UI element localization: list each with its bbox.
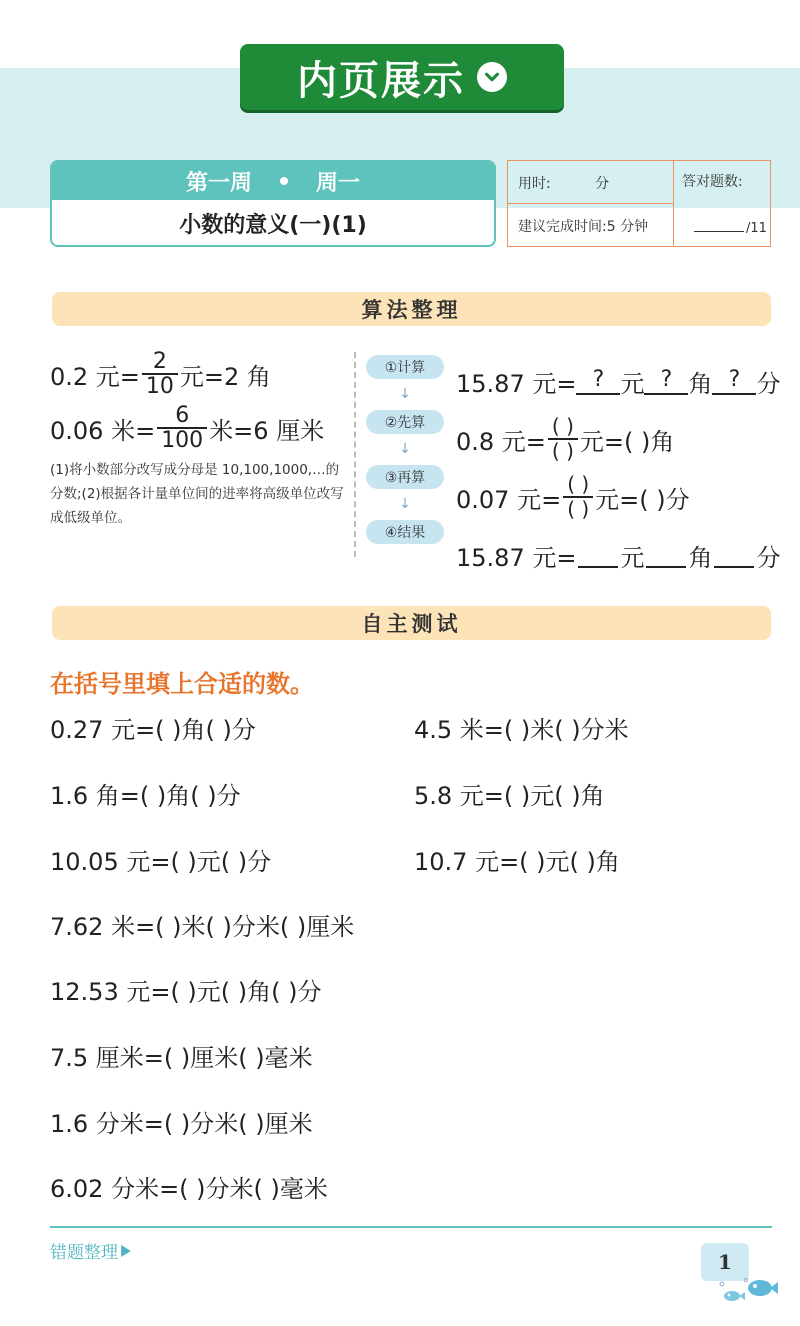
error-review-link[interactable]	[50, 1238, 132, 1263]
unit-yuan: 元	[620, 369, 645, 398]
chevron-down-icon[interactable]	[477, 62, 507, 92]
exercise-item[interactable]: 5.8 元=( )元( )角	[414, 782, 605, 810]
time-label: 用时:	[518, 176, 551, 192]
triangle-right-icon	[120, 1245, 132, 1257]
step-result: ④结果	[366, 520, 444, 544]
first-lhs: 0.8 元=	[456, 427, 546, 456]
exercise-item[interactable]: 6.02 分米=( )分米( )毫米	[50, 1175, 328, 1203]
fraction-2-10	[142, 350, 178, 398]
answer-blank[interactable]	[646, 542, 686, 568]
then-lhs: 0.07 元=	[456, 485, 562, 514]
ex2-left: 0.06 米=	[50, 416, 156, 445]
then-row	[456, 468, 786, 526]
ex1-denominator: 10	[142, 373, 178, 398]
separator-dot	[280, 177, 288, 185]
error-review-label: 错题整理	[50, 1243, 118, 1263]
algorithm-steps-content	[456, 352, 786, 584]
question-blank[interactable]: ?	[576, 367, 620, 395]
exercise-item[interactable]: 10.7 元=( )元( )角	[414, 848, 620, 876]
step-list	[366, 355, 446, 544]
ex1-left: 0.2 元=	[50, 362, 140, 391]
page-banner	[240, 44, 564, 110]
exercise-item[interactable]: 10.05 元=( )元( )分	[50, 848, 272, 876]
lesson-topic: 小数的意义(一)(1)	[179, 213, 367, 238]
score-total: /11	[746, 221, 767, 236]
ex1-right: 元=2 角	[179, 362, 271, 391]
answer-blank[interactable]	[714, 542, 754, 568]
exercise-item[interactable]: 0.27 元=( )角( )分	[50, 716, 256, 744]
fraction-blank[interactable]	[548, 415, 578, 463]
step-calculate: ①计算	[366, 355, 444, 379]
section-self-test: 自主测试	[52, 606, 771, 640]
first-rhs: 元=( )角	[579, 427, 675, 456]
unit-fen: 分	[756, 543, 781, 572]
section-algorithm: 算法整理	[52, 292, 771, 326]
suggested-time: 建议完成时间:5 分钟	[508, 204, 674, 246]
fish-decoration-icon	[712, 1274, 778, 1306]
unit-fen: 分	[756, 369, 781, 398]
fraction-numerator-blank[interactable]: ( )	[567, 472, 590, 496]
fraction-6-100	[157, 404, 207, 452]
unit-yuan: 元	[620, 543, 645, 572]
fraction-denominator-blank[interactable]: ( )	[548, 438, 578, 463]
score-field[interactable]	[694, 221, 767, 236]
instruction-text: 在括号里填上合适的数。	[50, 670, 314, 698]
exercise-item[interactable]: 4.5 米=( )米( )分米	[414, 716, 629, 744]
answer-blank[interactable]	[578, 542, 618, 568]
unit-jiao: 角	[688, 543, 713, 572]
step-first: ②先算	[366, 410, 444, 434]
example-line-1	[50, 350, 350, 398]
exercise-item[interactable]: 12.53 元=( )元( )角( )分	[50, 978, 322, 1006]
question-blank[interactable]: ?	[644, 367, 688, 395]
lesson-header	[50, 160, 496, 247]
exercise-item[interactable]: 1.6 分米=( )分米( )厘米	[50, 1110, 313, 1138]
result-row	[456, 526, 786, 584]
footer-divider	[50, 1226, 772, 1228]
algorithm-examples	[50, 350, 350, 530]
time-score-box	[507, 160, 771, 247]
exercise-item[interactable]: 7.5 厘米=( )厘米( )毫米	[50, 1044, 313, 1072]
arrow-down-icon: ↓	[399, 386, 411, 402]
ex2-numerator: 6	[175, 403, 190, 429]
exercise-item[interactable]: 1.6 角=( )角( )分	[50, 782, 241, 810]
unit-jiao: 角	[688, 369, 713, 398]
example-line-2	[50, 404, 350, 452]
lesson-week-bar	[52, 162, 494, 200]
calc-lhs: 15.87 元=	[456, 369, 577, 398]
calc-row	[456, 352, 786, 410]
exercise-item[interactable]: 7.62 米=( )米( )分米( )厘米	[50, 913, 355, 941]
page-number: 1	[701, 1243, 749, 1281]
first-row	[456, 410, 786, 468]
dashed-divider	[354, 352, 356, 557]
then-rhs: 元=( )分	[595, 485, 690, 514]
fraction-numerator-blank[interactable]: ( )	[551, 414, 574, 438]
week-label: 第一周	[185, 170, 252, 196]
banner-title: 内页展示	[297, 57, 465, 104]
step-then: ③再算	[366, 465, 444, 489]
result-lhs: 15.87 元=	[456, 543, 577, 572]
ex2-denominator: 100	[157, 427, 207, 452]
correct-count-label: 答对题数:	[682, 174, 743, 190]
ex1-numerator: 2	[152, 349, 167, 374]
arrow-down-icon: ↓	[399, 496, 411, 512]
time-used-cell	[508, 161, 674, 204]
method-note: (1)将小数部分改写成分母是 10,100,1000,…的分数;(2)根据各计量单位间的进率将高级单位改写成低级单位。	[50, 462, 344, 527]
fraction-blank[interactable]	[563, 473, 593, 521]
ex2-right: 米=6 厘米	[209, 416, 325, 445]
fraction-denominator-blank[interactable]: ( )	[563, 496, 593, 521]
question-blank[interactable]: ?	[712, 367, 756, 395]
day-label: 周一	[316, 170, 361, 196]
arrow-down-icon: ↓	[399, 441, 411, 457]
time-unit: 分	[595, 176, 610, 192]
